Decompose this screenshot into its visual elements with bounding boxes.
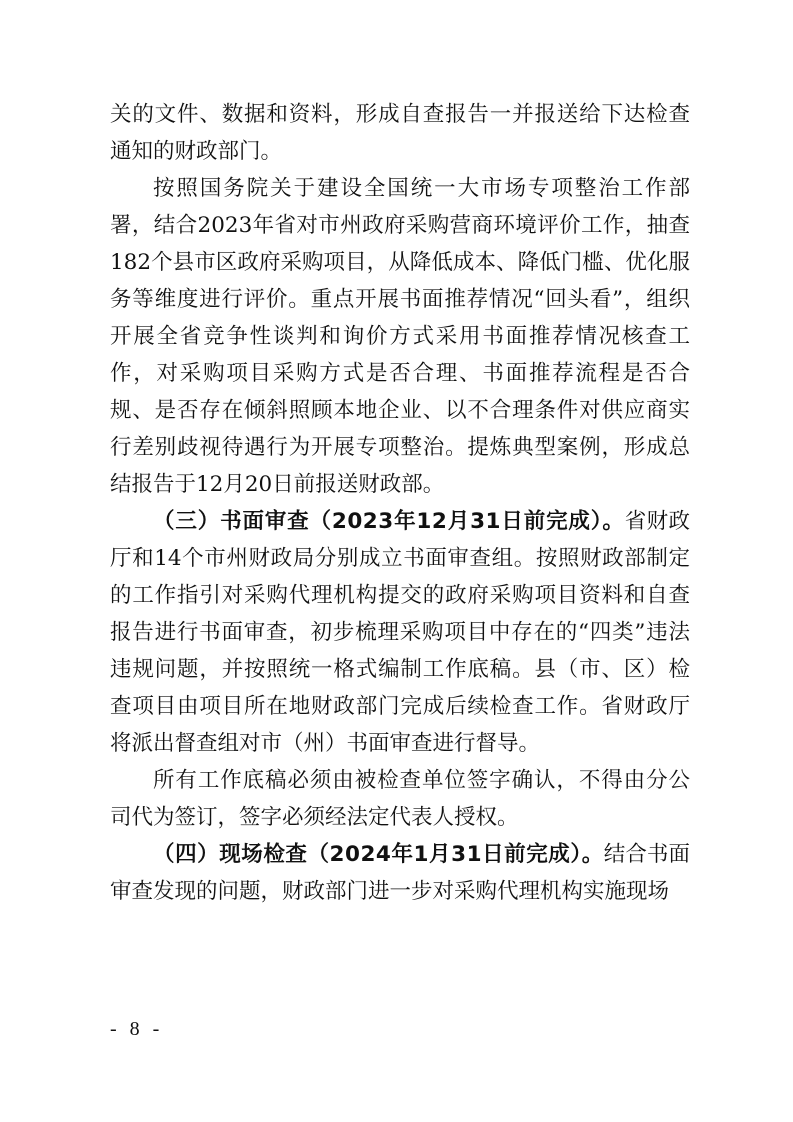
paragraph-written-review (110, 503, 690, 762)
paragraph-continuation (110, 96, 690, 170)
paragraph-onsite-inspection (110, 836, 690, 910)
paragraph-text: 省财政厅和14个市州财政局分别成立书面审查组。按照财政部制定的工作指引对采购代理机构提交的政府采购项目资料和自查报告进行书面审查，初步梳理采购项目中存在的“四类”违法违规问题，并按照统一格式编制工作底稿。县（市、区）检查项目由项目所在地财政部门完成后续检查工作。省财政厅将派出督查组对市（州）书面审查进行督导。 (110, 509, 690, 756)
page-number: - 8 - (110, 1018, 164, 1040)
paragraph-text: 所有工作底稿必须由被检查单位签字确认，不得由分公司代为签订，签字必须经法定代表人授权。 (110, 768, 690, 830)
paragraph-signature-requirement (110, 762, 690, 836)
paragraph-market-rectification (110, 170, 690, 503)
paragraph-text: 按照国务院关于建设全国统一大市场专项整治工作部署，结合2023年省对市州政府采购营商环境评价工作，抽查182个县市区政府采购项目，从降低成本、降低门槛、优化服务等维度进行评价。重点开展书面推荐情况“回头看”，组织开展全省竞争性谈判和询价方式采用书面推荐情况核查工作，对采购项目采购方式是否合理、书面推荐流程是否合规、是否存在倾斜照顾本地企业、以不合理条件对供应商实行差别歧视待遇行为开展专项整治。提炼典型案例，形成总结报告于12月20日前报送财政部。 (110, 176, 690, 497)
document-body (110, 96, 690, 910)
paragraph-text: 结合书面审查发现的问题，财政部门进一步对采购代理机构实施现场 (110, 842, 690, 904)
section-heading-written-review: （三）书面审查（2023年12月31日前完成）。 (153, 509, 625, 534)
paragraph-text: 关的文件、数据和资料，形成自查报告一并报送给下达检查通知的财政部门。 (110, 102, 690, 164)
section-heading-onsite-inspection: （四）现场检查（2024年1月31日前完成）。 (153, 842, 604, 867)
